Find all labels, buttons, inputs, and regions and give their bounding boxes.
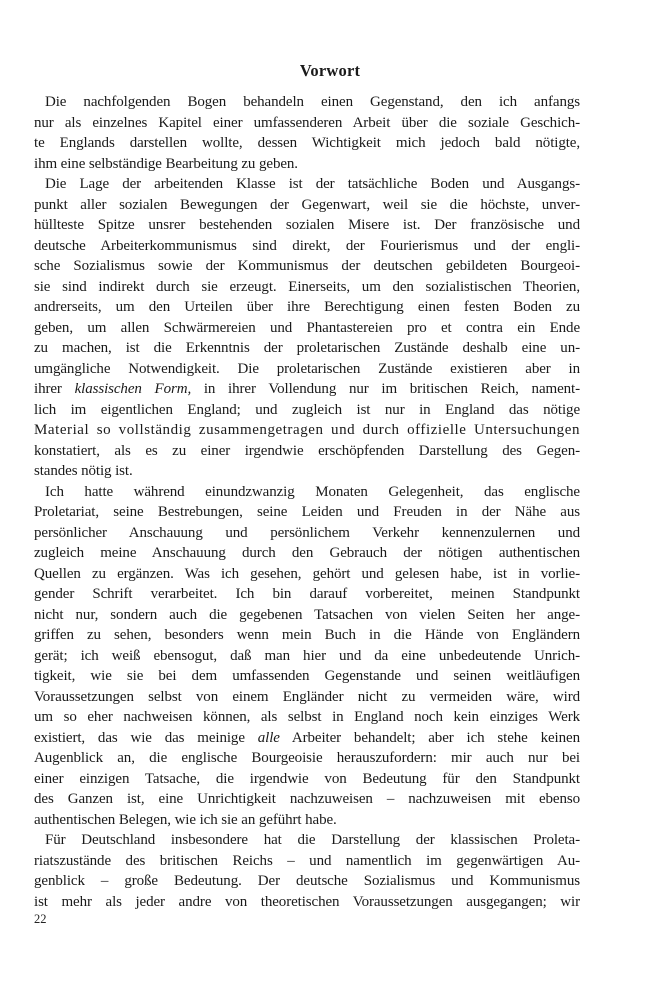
- text-line: Quellen zu ergänzen. Was ich gesehen, gehört und gelesen habe, ist in vorlie-: [34, 565, 580, 582]
- text-line: lich im eigentlichen England; und zugleich ist nur in England das nötige: [34, 401, 580, 418]
- text-line: sie sind indirekt durch sie erzeugt. Einerseits, um den sozialistischen Theorien,: [34, 278, 580, 295]
- text-line: punkt aller sozialen Bewegungen der Gegenwart, weil sie die höchste, unver-: [34, 196, 580, 213]
- text-line: Voraussetzungen selbst von einem Engländer nicht zu vermeiden wäre, wird: [34, 688, 580, 705]
- paragraph: [34, 482, 580, 831]
- text-line: genblick – große Bedeutung. Der deutsche Sozialismus und Kommunismus: [34, 873, 580, 889]
- text-line: Für Deutschland insbesondere hat die Darstellung der klassischen Proleta-: [45, 832, 580, 848]
- paragraph: [34, 92, 580, 174]
- text-line: um so eher nachweisen können, als selbst in England noch kein einziges Werk: [34, 709, 580, 725]
- text-line: zu machen, ist die Erkenntnis der proletarischen Zustände deshalb eine un-: [34, 340, 580, 356]
- text-line: griffen zu sehen, besonders wenn mein Buch in die Hände von Engländern: [34, 627, 580, 643]
- text-line: gender Schrift verarbeitet. Ich bin darauf vorbereitet, meinen Standpunkt: [34, 586, 580, 602]
- text-line: ihm eine selbständige Bearbeitung zu geben.: [34, 155, 298, 172]
- text-line: geben, um allen Schwärmereien und Phantastereien pro et contra ein Ende: [34, 319, 580, 336]
- text-line: nicht nur, sondern auch die gegebenen Tatsachen von vielen Seiten her ange-: [34, 606, 580, 623]
- text-line: gerät; ich weiß ebensogut, daß man hier und da eine unbedeutende Unrich-: [34, 647, 580, 664]
- text-line: Augenblick an, die englische Bourgeoisie herauszufordern: mir auch nur bei: [34, 750, 580, 766]
- text-line: Die nachfolgenden Bogen behandeln einen Gegenstand, den ich anfangs: [45, 94, 580, 110]
- page-title: Vorwort: [299, 61, 361, 80]
- text-line: Die Lage der arbeitenden Klasse ist der tatsächliche Boden und Ausgangs-: [45, 176, 580, 192]
- paragraph: [34, 830, 580, 912]
- text-line: ist mehr als jeder andre von theoretischen Voraussetzungen ausgegangen; wir: [34, 893, 580, 910]
- text-line: persönlicher Anschauung und persönlichem Verkehr kennenzulernen und: [34, 524, 580, 541]
- text-line: te Englands darstellen wollte, dessen Wichtigkeit mich jedoch bald nötigte,: [34, 135, 580, 151]
- text-line: Ich hatte während einundzwanzig Monaten Gelegenheit, das englische: [45, 483, 580, 500]
- text-line: andrerseits, um den Urteilen über ihre Berechtigung einen festen Boden zu: [34, 299, 580, 315]
- text-line: ihrer klassischen Form, in ihrer Vollendung nur im britischen Reich, nament-: [34, 381, 580, 397]
- text-line: nur als einzelnes Kapitel einer umfassenderen Arbeit über die soziale Geschich-: [34, 114, 580, 131]
- text-line: sche Sozialismus sowie der Kommunismus der deutschen gebildeten Bourgeoi-: [34, 258, 580, 274]
- text-line: Material so vollständig zusammengetragen und durch offizielle Untersuchungen: [34, 422, 580, 438]
- text-line: konstatiert, als es zu einer irgendwie erschöpfenden Darstellung des Gegen-: [34, 442, 580, 459]
- text-block: [34, 92, 580, 912]
- paragraph: [34, 174, 580, 482]
- page-number: 22: [34, 912, 47, 926]
- text-line: einer einzigen Tatsache, die irgendwie von Bedeutung für den Standpunkt: [34, 770, 580, 787]
- text-line: umgängliche Notwendigkeit. Die proletarischen Zustände existieren aber in: [34, 360, 580, 377]
- text-line: Proletariat, seine Bestrebungen, seine Leiden und Freuden in der Nähe aus: [34, 504, 580, 520]
- text-line: riatszustände des britischen Reichs – und namentlich im gegenwärtigen Au-: [34, 852, 580, 869]
- text-line: tigkeit, wie sie bei dem umfassenden Gegenstande und seinen weitläufigen: [34, 668, 580, 684]
- text-line: des Ganzen ist, eine Unrichtigkeit nachzuweisen – nachzuweisen mit ebenso: [34, 791, 580, 807]
- text-line: existiert, das wie das meinige alle Arbeiter behandelt; aber ich stehe keinen: [34, 729, 580, 746]
- text-line: zugleich meine Anschauung durch den Gebrauch der nötigen authentischen: [34, 545, 580, 561]
- text-line: hüllteste Spitze unsrer bestehenden sozialen Misere ist. Der französische und: [34, 217, 580, 233]
- text-line: deutsche Arbeiterkommunismus sind direkt, der Fourierismus und der engli-: [34, 237, 580, 254]
- text-line: authentischen Belegen, wie ich sie an geführt habe.: [34, 811, 337, 828]
- text-line: standes nötig ist.: [34, 463, 133, 479]
